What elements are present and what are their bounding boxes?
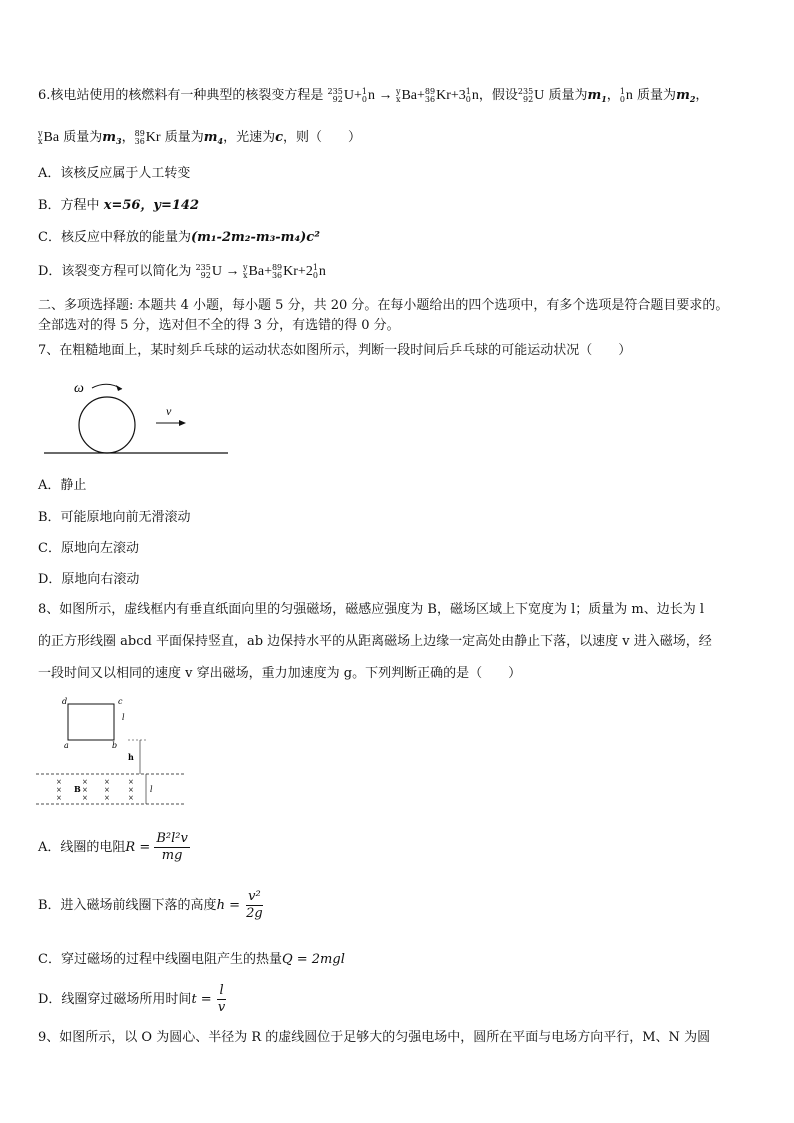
svg-text:h: h — [128, 752, 134, 762]
svg-text:b: b — [112, 741, 118, 750]
q7-option-b: B．可能原地向前无滑滚动 — [38, 510, 191, 525]
u235-isotope: 235 92 — [327, 86, 343, 104]
q8-stem-line2: 的正方形线圈 abcd 平面保持竖直，ab 边保持水平的从距离磁场上边缘一定高处由静止下落，以速度 v 进入磁场，经 — [38, 634, 712, 649]
svg-text:×: × — [82, 778, 88, 786]
svg-text:×: × — [128, 778, 134, 786]
q7-figure — [44, 375, 234, 460]
q8-stem-line3: 一段时间又以相同的速度 v 穿出磁场，重力加速度为 g。下列判断正确的是（ ） — [38, 666, 522, 681]
svg-text:l: l — [122, 713, 125, 722]
q6-option-d: D．该裂变方程可以简化为 235 92 U → y x Ba+ 89 36 Kr+2 1 0 n — [38, 262, 326, 280]
q8-option-a: A．线圈的电阻R = $\frac{\text{B²l²v}}{mg}$ — [38, 831, 188, 863]
svg-text:×: × — [128, 786, 134, 794]
svg-text:a: a — [64, 741, 69, 750]
svg-text:×: × — [104, 794, 110, 802]
q7-option-a: A．静止 — [38, 478, 87, 493]
section2-heading-line2: 全部选对的得 5 分，选对但不全的得 3 分，有选错的得 0 分。 — [38, 318, 400, 333]
svg-text:c: c — [118, 697, 123, 706]
q6-option-b: B．方程中 x=56，y=142 — [38, 198, 200, 213]
velocity-label: v — [166, 404, 172, 418]
svg-text:×: × — [128, 794, 134, 802]
q7-option-d: D．原地向右滚动 — [38, 572, 140, 587]
q8-option-d: D．线圈穿过磁场所用时间t = $\frac{l}{v}$ — [38, 983, 226, 1015]
svg-text:l: l — [150, 785, 153, 794]
svg-text:×: × — [82, 786, 88, 794]
svg-text:×: × — [56, 786, 62, 794]
q8-stem-line1: 8、如图所示，虚线框内有垂直纸面向里的匀强磁场，磁感应强度为 B，磁场区域上下宽度为 l；质量为 m、边长为 l — [38, 602, 704, 617]
q7-option-c: C．原地向左滚动 — [38, 541, 139, 556]
q9-stem-line1: 9、如图所示，以 O 为圆心、半径为 R 的虚线圆位于足够大的匀强电场中，圆所在平面与电场方向平行，M、N 为圆 — [38, 1030, 711, 1045]
q6-stem-line1: 6.核电站使用的核燃料有一种典型的核裂变方程是 235 92 U+ 1 0 n → y x Ba+ 89 36 Kr+3 1 0 n，假设 235 92 U 质量为$m_1$， 1 0 n 质量为$m_2$， — [38, 86, 709, 104]
omega-label: ω — [74, 381, 84, 396]
q8-figure — [36, 696, 206, 808]
q6-stem-line2: y x Ba 质量为$m_3$， 89 36 Kr 质量为$m_4$，光速为c，则（ ） — [38, 128, 362, 146]
q6-option-a: A．该核反应属于人工转变 — [38, 166, 191, 181]
svg-text:d: d — [62, 697, 68, 706]
svg-text:×: × — [56, 794, 62, 802]
svg-text:B: B — [74, 784, 81, 794]
svg-text:×: × — [56, 778, 62, 786]
q8-option-b: B．进入磁场前线圈下落的高度h = $\frac{\text{v²}}{2g}$ — [38, 889, 263, 921]
q7-stem: 7、在粗糙地面上，某时刻乒乓球的运动状态如图所示，判断一段时间后乒乓球的可能运动状况（ ） — [38, 343, 632, 358]
svg-text:×: × — [82, 794, 88, 802]
q6-option-c: C．核反应中释放的能量为(m₁-2m₂-m₃-m₄)c² — [38, 230, 320, 245]
q8-option-c: C．穿过磁场的过程中线圈电阻产生的热量Q = 2mgl — [38, 952, 345, 967]
svg-text:×: × — [104, 778, 110, 786]
section2-heading-line1: 二、多项选择题: 本题共 4 小题，每小题 5 分，共 20 分。在每小题给出的四个选项中，有多个选项是符合题目要求的。 — [38, 298, 729, 313]
svg-text:×: × — [104, 786, 110, 794]
